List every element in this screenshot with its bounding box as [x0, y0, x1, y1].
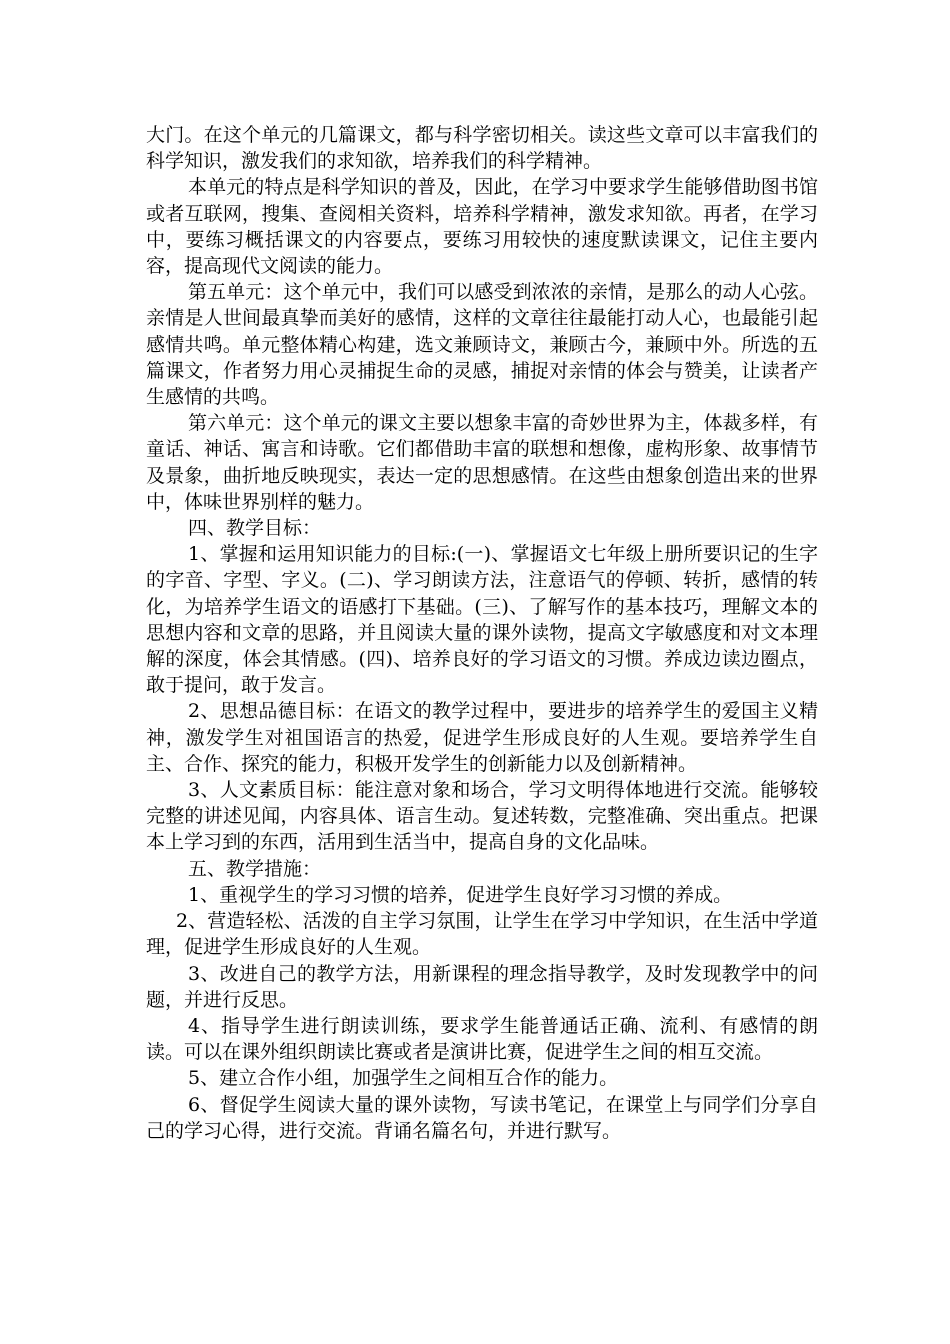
document-body — [146, 122, 818, 1144]
paragraph-measure-5: 5、建立合作小组，加强学生之间相互合作的能力。 — [188, 1067, 619, 1090]
paragraph-measure-1: 1、重视学生的学习习惯的培养，促进学生良好学习习惯的养成。 — [188, 883, 733, 906]
paragraph-measure-4: 4、指导学生进行朗读训练，要求学生能普通话正确、流利、有感情的朗读。可以在课外组织朗读比赛或者是演讲比赛，促进学生之间的相互交流。 — [146, 1014, 818, 1064]
paragraph-unit4-intro: 大门。在这个单元的几篇课文，都与科学密切相关。读这些文章可以丰富我们的科学知识，激发我们的求知欲，培养我们的科学精神。 — [146, 124, 818, 173]
paragraph-measure-6: 6、督促学生阅读大量的课外读物，写读书笔记，在课堂上与同学们分享自己的学习心得，进行交流。背诵名篇名句，并进行默写。 — [146, 1093, 818, 1142]
paragraph-goal-humanities: 3、人文素质目标：能注意对象和场合，学习文明得体地进行交流。能够较完整的讲述见闻，内容具体、语言生动。复述转数，完整准确、突出重点。把课本上学习到的东西，活用到生活当中，提高自身的文化品味。 — [146, 779, 818, 854]
paragraph-unit5: 第五单元：这个单元中，我们可以感受到浓浓的亲情，是那么的动人心弦。亲情是人世间最真挚而美好的感情，这样的文章往往最能打动人心，也最能引起感情共鸣。单元整体精心构建，选文兼顾诗文，兼顾古今，兼顾中外。所选的五篇课文，作者努力用心灵捕捉生命的灵感，捕捉对亲情的体会与赞美，让读者产生感情的共鸣。 — [146, 281, 818, 409]
paragraph-measure-3: 3、改进自己的教学方法，用新课程的理念指导教学，及时发现教学中的问题，并进行反思。 — [146, 962, 818, 1011]
paragraph-goal-knowledge: 1、掌握和运用知识能力的目标:(一)、掌握语文七年级上册所要识记的生字的字音、字型、字义。(二)、学习朗读方法，注意语气的停顿、转折，感情的转化，为培养学生语文的语感打下基础。(三)、了解写作的基本技巧，理解文本的思想内容和文章的思路，并且阅读大量的课外读物，提高文字敏感度和对文本理解的深度，体会其情感。(四)、培养良好的学习语文的习惯。养成边读边圈点，敢于提问，敢于发言。 — [146, 543, 818, 697]
paragraph-unit4-features: 本单元的特点是科学知识的普及，因此，在学习中要求学生能够借助图书馆或者互联网，搜集、查阅相关资料，培养科学精神，激发求知欲。再者，在学习中，要练习概括课文的内容要点，要练习用较快的速度默读课文，记住主要内容，提高现代文阅读的能力。 — [146, 176, 818, 278]
paragraph-measure-2: 2、营造轻松、活泼的自主学习氛围，让学生在学习中学知识，在生活中学道理，促进学生形成良好的人生观。 — [146, 910, 818, 959]
paragraph-unit6: 第六单元：这个单元的课文主要以想象丰富的奇妙世界为主，体裁多样，有童话、神话、寓言和诗歌。它们都借助丰富的联想和想像，虚构形象、故事情节及景象，曲折地反映现实，表达一定的思想感情。在这些由想象创造出来的世界中，体味世界别样的魅力。 — [146, 412, 818, 513]
paragraph-goal-moral: 2、思想品德目标：在语文的教学过程中，要进步的培养学生的爱国主义精神，激发学生对祖国语言的热爱，促进学生形成良好的人生观。要培养学生自主、合作、探究的能力，积极开发学生的创新能力以及创新精神。 — [146, 700, 818, 775]
heading-teaching-measures: 五、教学措施： — [188, 857, 322, 880]
heading-teaching-goals: 四、教学目标： — [188, 517, 322, 540]
